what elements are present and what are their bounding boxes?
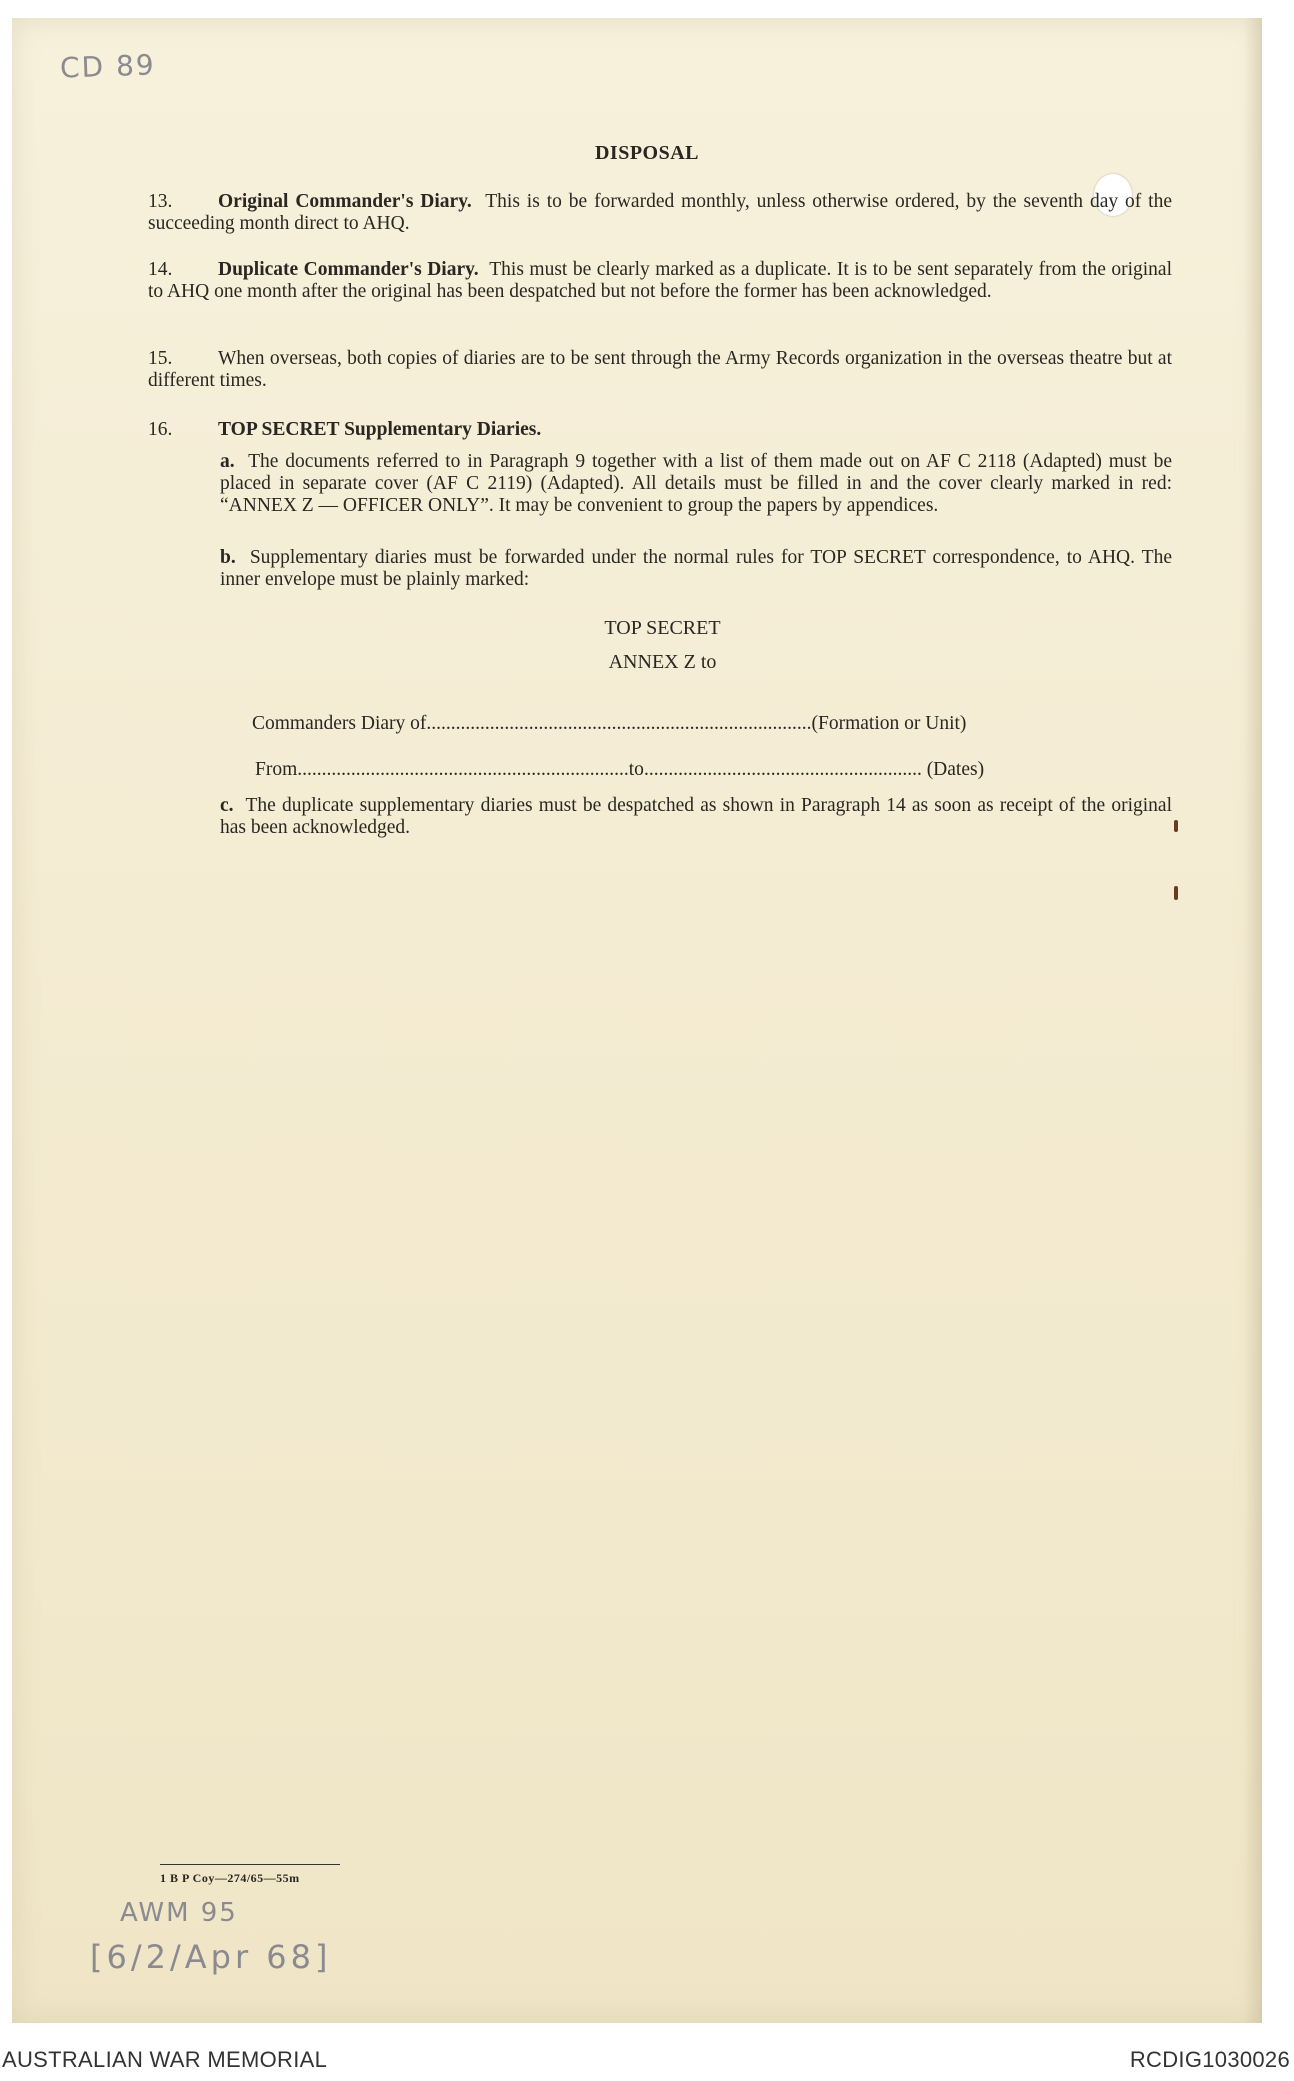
handwritten-series: [6/2/Apr 68] [90,1938,332,1976]
sub-item-b [220,547,1172,591]
sub-item-letter: b. [220,547,236,568]
sub-item-text: Supplementary diaries must be forwarded under the normal rules for TOP SECRET correspondence, to AHQ. The inner envelope must be plainly marked: [220,547,1173,590]
sub-item-letter: a. [220,451,235,472]
paragraph-number: 16. [148,419,173,440]
printer-imprint: 1 B P Coy—274/65—55m [160,1871,300,1885]
from-label: From [255,759,298,780]
fill-in-dots: .................................................................... [297,759,629,780]
handwritten-reference: CD 89 [59,48,157,85]
sub-item-text: The duplicate supplementary diaries must be despatched as shown in Paragraph 14 as soon as receipt of the original has been acknowledged. [220,795,1172,838]
stain-mark [1174,820,1178,832]
paragraph-13 [148,191,1172,235]
dates-suffix: (Dates) [926,759,985,780]
fill-in-dots: ......................................................... [643,759,922,780]
paper-edge-shadow [1244,18,1262,2023]
sub-item-c [220,795,1172,839]
section-heading: DISPOSAL [594,142,700,164]
footer-document-id: RCDIG1030026 [1129,2047,1290,2072]
paragraph-number: 13. [148,191,173,212]
footer-institution: AUSTRALIAN WAR MEMORIAL [2,2047,328,2072]
paragraph-title: TOP SECRET Supplementary Diaries. [218,419,542,440]
envelope-marking-top-secret: TOP SECRET [604,617,721,639]
paragraph-number: 15. [148,348,173,369]
paper-sheet [12,18,1262,2023]
paragraph-15 [148,348,1172,392]
paragraph-text: When overseas, both copies of diaries are to be sent through the Army Records organization in the overseas theatre but at different times. [148,348,1172,391]
diary-suffix: (Formation or Unit) [811,713,967,734]
fill-in-dots: ............................................................................... [426,713,812,734]
paragraph-14 [148,259,1172,303]
form-line-dates [255,759,984,781]
diary-label: Commanders Diary of [252,713,427,734]
paragraph-text: This must be clearly marked as a duplicate. It is to be sent separately from the original to AHQ one month after the original has been despatched but not before the former has been acknowledged. [148,259,1172,302]
form-line-diary [252,713,966,735]
handwritten-awm: AWM 95 [120,1898,238,1928]
sub-item-a [220,451,1172,517]
printer-rule [160,1864,340,1865]
sub-item-letter: c. [220,795,234,816]
paragraph-title: Duplicate Commander's Diary. [218,259,479,280]
paragraph-text: This is to be forwarded monthly, unless otherwise ordered, by the seventh day of the succeeding month direct to AHQ. [148,191,1172,234]
paragraph-16 [148,419,1172,441]
paragraph-number: 14. [148,259,173,280]
envelope-marking-annex: ANNEX Z to [608,651,717,673]
to-label: to [628,759,644,780]
sub-item-text: The documents referred to in Paragraph 9 together with a list of them made out on AF C 2118 (Adapted) must be placed in separate cover (AF C 2119) (Adapted). All details must be filled in and the cover clearly marked in red: “ANNEX Z — OFFICER ONLY”. It may be convenient to group the papers by appendices. [220,451,1172,516]
stain-mark [1174,886,1178,900]
paragraph-title: Original Commander's Diary. [218,191,472,212]
